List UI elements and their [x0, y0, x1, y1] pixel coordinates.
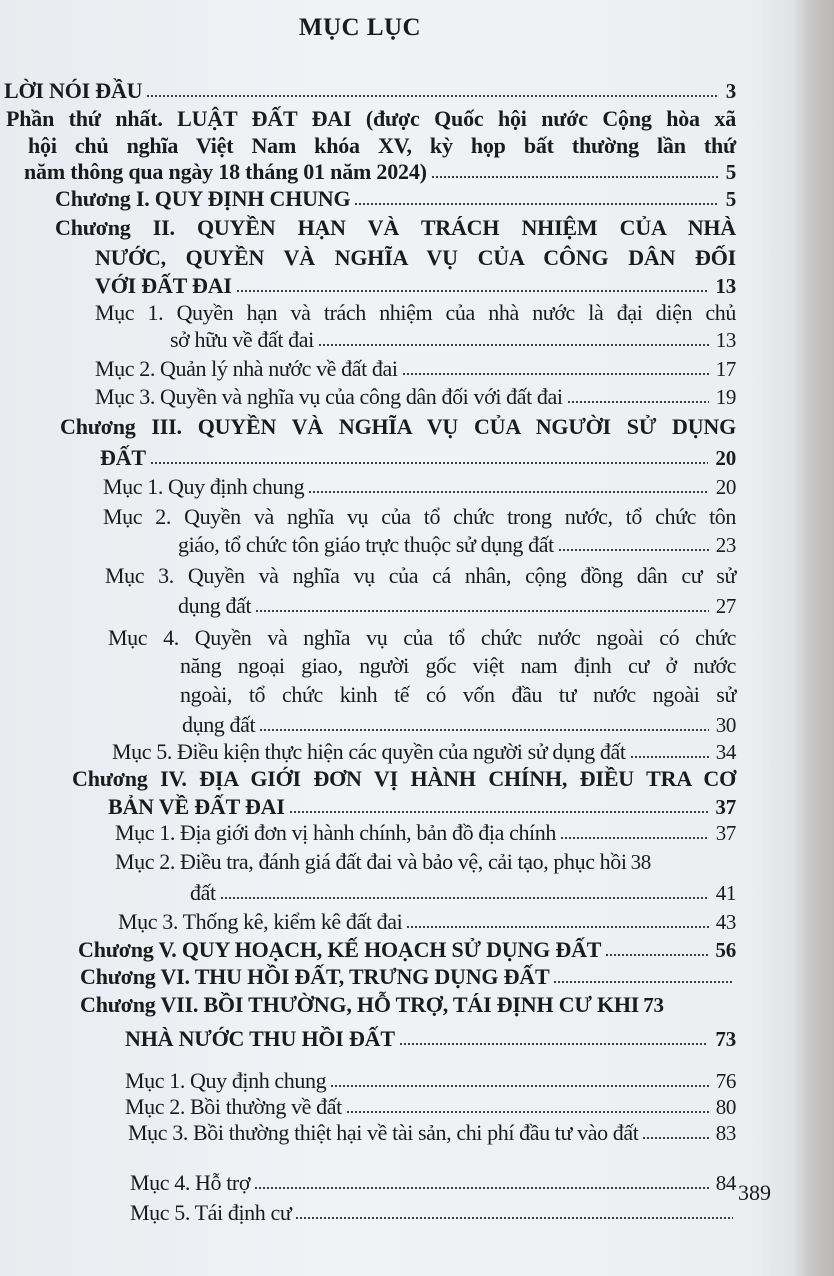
toc-entry-title: dụng đất: [178, 593, 252, 618]
page-title: MỤC LỤC: [298, 14, 422, 41]
toc-entry-title: Mục 2. Bồi thường về đất: [125, 1094, 342, 1119]
dot-leader: [254, 1186, 709, 1190]
toc-entry-page: 34: [715, 740, 736, 764]
dot-leader: [295, 1216, 733, 1220]
toc-entry-title: Chương V. QUY HOẠCH, KẾ HOẠCH SỬ DỤNG ĐẤT: [78, 937, 602, 962]
dot-leader: [236, 289, 709, 293]
toc-section-entry: [103, 502, 736, 530]
dot-leader: [642, 1136, 708, 1140]
dot-leader: [220, 896, 709, 900]
toc-entry-title: ngoài, tổ chức kinh tế có vốn đầu tư nước ngoài sử: [180, 682, 736, 707]
dot-leader: [346, 1110, 709, 1114]
toc-entry-page: 43: [715, 910, 736, 934]
toc-entry-page: 30: [715, 713, 736, 737]
toc-entry-page: 17: [715, 357, 736, 381]
toc-section-entry: [170, 325, 736, 353]
toc-entry-title: Mục 2. Điều tra, đánh giá đất đai và bảo vệ, cải tạo, phục hồi: [115, 849, 627, 874]
toc-entry-page: 41: [715, 881, 736, 905]
toc-entry-title: năng ngoại giao, người gốc việt nam định cư ở nước: [180, 653, 736, 678]
toc-entry-title: Mục 3. Quyền và nghĩa vụ của công dân đối với đất đai: [95, 384, 563, 409]
toc-entry-title: Chương VII. BỒI THƯỜNG, HỖ TRỢ, TÁI ĐỊNH CƯ KHI: [80, 992, 640, 1017]
dot-leader: [259, 728, 709, 732]
toc-section-entry: [178, 591, 736, 619]
dot-leader: [354, 202, 718, 206]
page-number: 389: [738, 1180, 771, 1205]
toc-chapter-entry: [55, 213, 736, 241]
dot-leader: [560, 836, 709, 840]
toc-entry-title: Mục 2. Quyền và nghĩa vụ của tổ chức trong nước, tổ chức tôn: [103, 504, 736, 529]
toc-entry-title: sở hữu về đất đai: [170, 327, 314, 352]
toc-entry-page: 13: [715, 328, 736, 352]
dot-leader: [399, 1042, 709, 1046]
toc-chapter-entry: [125, 1024, 736, 1052]
dot-leader: [558, 548, 709, 552]
toc-section-entry: [128, 1118, 736, 1146]
toc-entry-title: ĐẤT: [100, 445, 146, 470]
toc-entry-title: hội chủ nghĩa Việt Nam khóa XV, kỳ họp bất thường lần thứ: [28, 133, 736, 158]
toc-section-entry: [103, 472, 736, 500]
toc-entry-page: 73: [715, 1027, 736, 1051]
toc-chapter-entry: [95, 271, 736, 299]
toc-section-entry: [180, 680, 736, 708]
dot-leader: [630, 755, 709, 759]
toc-entry-title: năm thông qua ngày 18 tháng 01 năm 2024): [24, 159, 427, 184]
toc-entry-title: Mục 2. Quản lý nhà nước về đất đai: [95, 356, 398, 381]
toc-section-entry: [182, 710, 736, 738]
toc-chapter-entry: [95, 243, 736, 271]
toc-entry-title: Mục 1. Quy định chung: [103, 474, 305, 499]
dot-leader: [289, 810, 709, 814]
toc-entry-title: Chương III. QUYỀN VÀ NGHĨA VỤ CỦA NGƯỜI SỬ DỤNG: [60, 414, 736, 439]
toc-chapter-entry: [6, 104, 736, 132]
dot-leader: [406, 925, 708, 929]
toc-entry-page: 73: [643, 993, 664, 1017]
dot-leader: [330, 1084, 709, 1088]
toc-entry-title: NƯỚC, QUYỀN VÀ NGHĨA VỤ CỦA CÔNG DÂN ĐỐI: [95, 245, 736, 270]
toc-section-entry: [118, 907, 736, 935]
toc-entry-title: Mục 5. Điều kiện thực hiện các quyền của người sử dụng đất: [112, 739, 626, 764]
toc-entry-page: 38: [630, 850, 651, 874]
toc-entry-title: Chương I. QUY ĐỊNH CHUNG: [55, 186, 351, 211]
dot-leader: [146, 94, 718, 98]
toc-chapter-entry: [60, 412, 736, 440]
toc-entry-title: Mục 1. Địa giới đơn vị hành chính, bản đồ địa chính: [115, 820, 556, 845]
toc-entry-page: 5: [725, 187, 736, 211]
toc-section-entry: [95, 382, 736, 410]
dot-leader: [150, 461, 709, 465]
toc-entry-title: Mục 5. Tái định cư: [130, 1200, 292, 1225]
toc-entry-page: 23: [715, 533, 736, 557]
toc-section-entry: [115, 847, 736, 875]
toc-entry-title: Mục 1. Quy định chung: [125, 1068, 327, 1093]
toc-section-entry: [112, 737, 736, 765]
toc-entry-page: 84: [715, 1171, 736, 1195]
toc-chapter-entry: [24, 157, 736, 185]
dot-leader: [255, 609, 709, 613]
toc-entry-title: Mục 1. Quyền hạn và trách nhiệm của nhà nước là đại diện chủ: [95, 300, 736, 325]
toc-entry-page: 27: [715, 594, 736, 618]
toc-chapter-entry: [108, 792, 736, 820]
toc-entry-page: 5: [725, 160, 736, 184]
toc-entry-title: Mục 3. Thống kê, kiểm kê đất đai: [118, 909, 403, 934]
toc-entry-title: giáo, tổ chức tôn giáo trực thuộc sử dụng đất: [178, 532, 554, 557]
dot-leader: [318, 343, 709, 347]
toc-entry-title: BẢN VỀ ĐẤT ĐAI: [108, 794, 285, 819]
toc-entry-title: LỜI NÓI ĐẦU: [4, 78, 143, 103]
toc-chapter-entry: [78, 935, 736, 963]
toc-chapter-entry: [100, 443, 736, 471]
toc-entry-title: Mục 4. Quyền và nghĩa vụ của tổ chức nước ngoài có chức: [108, 625, 736, 650]
toc-entry-title: Mục 3. Quyền và nghĩa vụ của cá nhân, cộng đồng dân cư sử: [105, 563, 736, 588]
toc-entry-page: 19: [715, 385, 736, 409]
toc-entry-page: 76: [715, 1069, 736, 1093]
toc-section-entry: [130, 1198, 736, 1226]
toc-chapter-entry: [80, 962, 736, 990]
toc-chapter-entry: [55, 184, 736, 212]
toc-section-entry: [95, 354, 736, 382]
toc-section-entry: [130, 1168, 736, 1196]
toc-entry-title: Phần thứ nhất. LUẬT ĐẤT ĐAI (được Quốc hội nước Cộng hòa xã: [6, 106, 736, 131]
toc-entry-page: 37: [715, 821, 736, 845]
toc-entry-title: VỚI ĐẤT ĐAI: [95, 273, 232, 298]
toc-chapter-entry: [28, 131, 736, 159]
toc-entry-title: Chương VI. THU HỒI ĐẤT, TRƯNG DỤNG ĐẤT: [80, 964, 550, 989]
toc-entry-page: 83: [715, 1121, 736, 1145]
toc-entry-title: NHÀ NƯỚC THU HỒI ĐẤT: [125, 1026, 395, 1051]
dot-leader: [402, 372, 709, 376]
toc-entry-page: 13: [715, 274, 736, 298]
toc-entry-title: Chương II. QUYỀN HẠN VÀ TRÁCH NHIỆM CỦA NHÀ: [55, 215, 736, 240]
dot-leader: [553, 980, 733, 984]
dot-leader: [605, 953, 708, 957]
toc-entry-title: đất: [190, 880, 216, 905]
toc-entry-page: 20: [715, 475, 736, 499]
toc-entry-page: 37: [715, 795, 736, 819]
toc-entry-page: 80: [715, 1095, 736, 1119]
toc-section-entry: [125, 1092, 736, 1120]
toc-entry-title: Chương IV. ĐỊA GIỚI ĐƠN VỊ HÀNH CHÍNH, ĐIỀU TRA CƠ: [72, 766, 736, 791]
toc-entry-title: Mục 3. Bồi thường thiệt hại về tài sản, chi phí đầu tư vào đất: [128, 1120, 639, 1145]
toc-chapter-entry: [4, 76, 736, 104]
toc-entry-page: 3: [725, 79, 736, 103]
toc-section-entry: [178, 530, 736, 558]
toc-section-entry: [125, 1066, 736, 1094]
toc-section-entry: [190, 878, 736, 906]
toc-section-entry: [105, 561, 736, 589]
toc-section-entry: [108, 623, 736, 651]
toc-entry-title: Mục 4. Hỗ trợ: [130, 1170, 251, 1195]
dot-leader: [308, 490, 709, 494]
toc-entry-page: 56: [715, 938, 736, 962]
toc-section-entry: [95, 298, 736, 326]
toc-entry-page: 20: [715, 446, 736, 470]
dot-leader: [567, 400, 709, 404]
toc-chapter-entry: [80, 990, 736, 1018]
toc-section-entry: [180, 651, 736, 679]
toc-entry-title: dụng đất: [182, 712, 256, 737]
dot-leader: [431, 175, 719, 179]
toc-chapter-entry: [72, 764, 736, 792]
toc-section-entry: [115, 818, 736, 846]
